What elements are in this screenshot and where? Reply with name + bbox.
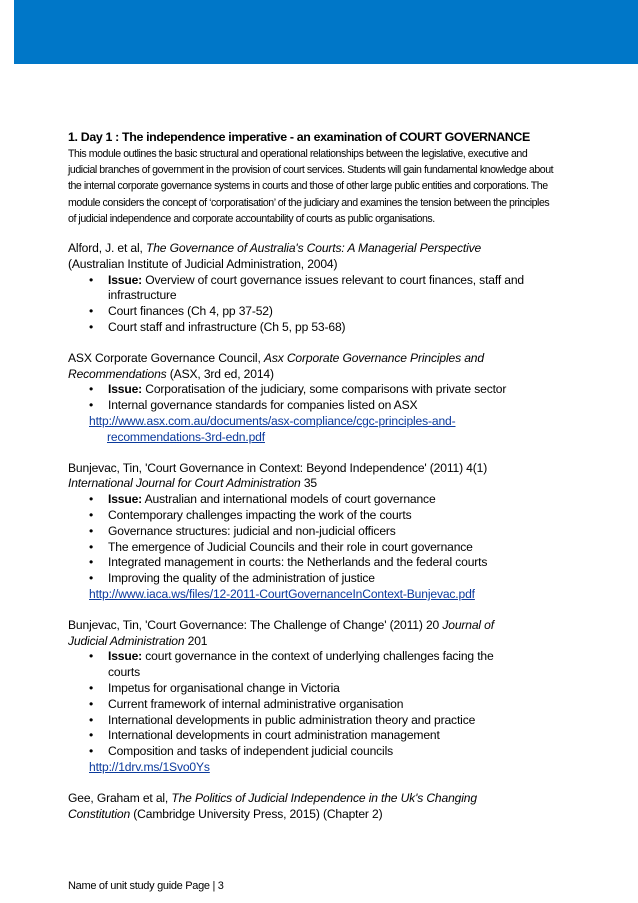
issue-bullet: • Issue: Australian and international models of court governance — [68, 492, 588, 508]
list-item: • Court finances (Ch 4, pp 37-52) — [68, 304, 588, 320]
page-footer: Name of unit study guide Page | 3 — [68, 880, 224, 892]
citation-line — [68, 634, 588, 650]
citation-title: Constitution — [68, 806, 131, 821]
list-item: • Court staff and infrastructure (Ch 5, pp 53-68) — [68, 320, 588, 336]
intro-line: This module outlines the basic structural and operational relationships between the legislative, executive and — [68, 148, 528, 160]
list-item: • Current framework of internal administrative organisation — [68, 697, 588, 713]
section-heading: 1. Day 1 : The independence imperative - an examination of COURT GOVERNANCE — [68, 130, 530, 144]
citation-line — [68, 241, 588, 257]
list-item: • Contemporary challenges impacting the work of the courts — [68, 508, 588, 524]
issue-continuation: infrastructure — [108, 288, 177, 303]
citation-line — [68, 351, 588, 367]
citation-author: Alford, J. et al, — [68, 241, 146, 256]
citation-title: Asx Corporate Governance Principles and — [263, 350, 484, 365]
list-item: • Composition and tasks of independent judicial councils — [68, 744, 588, 760]
citation-line — [68, 367, 588, 383]
issue-bullet: • Issue: Corporatisation of the judiciary, some comparisons with private sector — [68, 382, 588, 398]
citation-journal: International Journal for Court Administration — [68, 476, 301, 491]
citation-line — [68, 618, 588, 634]
citation-title: The Governance of Australia's Courts: A Managerial Perspective — [145, 241, 482, 256]
reference-bullets — [68, 649, 588, 760]
reference-bullets — [68, 492, 588, 587]
list-item: • Improving the quality of the administration of justice — [68, 571, 588, 587]
citation-line — [68, 476, 588, 492]
intro-line: module considers the concept of ‘corporatisation’ of the judiciary and examines the tension between the principles — [68, 196, 550, 209]
reference-bullets — [68, 273, 588, 336]
reference-link[interactable]: http://1drv.ms/1Svo0Ys — [89, 759, 210, 774]
intro-line: judicial branches of government in the provision of court services. Students will gain fundamental knowledge about — [68, 164, 554, 177]
citation-author: ASX Corporate Governance Council, — [68, 350, 264, 365]
issue-continuation: courts — [108, 665, 141, 680]
citation-page: 201 — [184, 633, 208, 648]
list-item: • Governance structures: judicial and non-judicial officers — [68, 524, 588, 540]
intro-line: the internal corporate governance systems in courts and those of other large public entities and corporations. The — [68, 180, 548, 193]
citation-page: 35 — [300, 476, 318, 491]
reference-gee — [68, 791, 588, 823]
list-item: • Internal governance standards for companies listed on ASX — [68, 398, 588, 414]
citation-publisher: (Cambridge University Press, 2015) (Chapter 2) — [130, 806, 383, 821]
citation-author: Bunjevac, Tin, 'Court Governance: The Challenge of Change' (2011) 20 — [68, 617, 443, 632]
reference-bullets — [68, 382, 588, 414]
list-item: • The emergence of Judicial Councils and their role in court governance — [68, 540, 588, 556]
citation-publisher: (ASX, 3rd ed, 2014) — [166, 366, 274, 381]
list-item: • Impetus for organisational change in Victoria — [68, 681, 588, 697]
reference-bunjevac-2011b — [68, 618, 588, 776]
citation-line: (Australian Institute of Judicial Administration, 2004) — [68, 256, 338, 271]
list-item: • Integrated management in courts: the Netherlands and the federal courts — [68, 555, 588, 571]
citation-journal: Journal of — [442, 617, 494, 632]
citation-journal: Judicial Administration — [68, 633, 185, 648]
reference-link[interactable]: http://www.iaca.ws/files/12-2011-CourtGovernanceInContext-Bunjevac.pdf — [89, 586, 475, 601]
list-item: • International developments in public administration theory and practice — [68, 713, 588, 729]
citation-title: Recommendations — [68, 366, 167, 381]
intro-line: of judicial independence and corporate accountability of courts as public organisations. — [68, 212, 435, 225]
section-intro — [68, 146, 588, 227]
reference-bunjevac-2011a — [68, 461, 588, 603]
citation-author: Gee, Graham et al, — [68, 790, 172, 805]
citation-line — [68, 791, 588, 807]
citation-line — [68, 807, 588, 823]
issue-bullet: • Issue: court governance in the context of underlying challenges facing the — [68, 649, 588, 665]
issue-bullet: • Issue: Overview of court governance issues relevant to court finances, staff and — [68, 273, 588, 289]
list-item: • International developments in court administration management — [68, 728, 588, 744]
reference-link[interactable]: http://www.asx.com.au/documents/asx-compliance/cgc-principles-and- recommendations-3rd-edn.pdf — [89, 413, 456, 444]
citation-title: The Politics of Judicial Independence in the Uk's Changing — [171, 790, 477, 805]
reference-alford — [68, 241, 588, 336]
page-content — [68, 129, 588, 837]
citation-line: Bunjevac, Tin, 'Court Governance in Context: Beyond Independence' (2011) 4(1) — [68, 460, 488, 475]
reference-asx — [68, 351, 588, 446]
header-band — [14, 0, 638, 64]
